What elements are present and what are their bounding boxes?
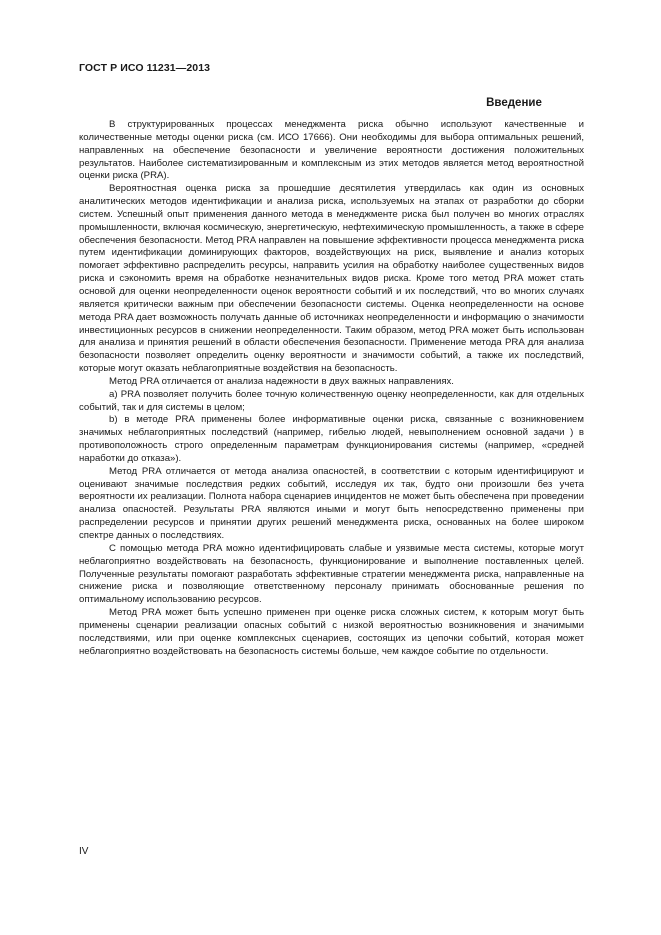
paragraph: В структурированных процессах менеджмента риска обычно используют качественные и количественные методы оценки риска (см. ИСО 17666). Они необходимы для выбора оптимальных решений, направленных на обеспечение безопасности и увеличение вероятности достижения положительных результатов. Наиболее систематизированным и комплексным из этих методов является метод вероятностной оценки риска (PRA). bbox=[79, 119, 584, 182]
document-header: ГОСТ Р ИСО 11231—2013 bbox=[79, 62, 211, 74]
document-body bbox=[79, 119, 584, 658]
list-item-b: b) в методе PRA применены более информативные оценки риска, связанные с возникновением значимых неблагоприятных последствий (например, гибелью людей, невыполнением основной задачи ) в противоположность строго определенным параметрам функционирования системы (например, «средней наработки до отказа»). bbox=[79, 414, 584, 464]
section-title: Введение bbox=[486, 97, 542, 109]
paragraph: Метод PRA отличается от анализа надежности в двух важных направлениях. bbox=[109, 375, 454, 387]
paragraph: Метод PRA может быть успешно применен при оценке риска сложных систем, к которым могут быть применены сценарии реализации опасных событий с низкой вероятностью возникновения и значимыми последствиями, или при оценке комплексных сценариев, состоящих из цепочки событий, которая может неблагоприятно воздействовать на безопасность системы больше, чем каждое событие по отдельности. bbox=[79, 607, 584, 657]
paragraph: Метод PRA отличается от метода анализа опасностей, в соответствии с которым идентифицируют и оценивают значимые последствия редких событий, исследуя их так, будто они произошли без учета вероятности их реализации. Полнота набора сценариев инцидентов не может быть обеспечена при проведении анализа опасностей. Результаты PRA являются иными и могут быть непосредственно применены при распределении ресурсов и принятии других решений менеджмента риска, основанных на более широком спектре данных о последствиях. bbox=[79, 465, 584, 541]
list-item-a: а) PRA позволяет получить более точную количественную оценку неопределенности, как для отдельных событий, так и для системы в целом; bbox=[79, 388, 584, 413]
section-title-wrapper bbox=[79, 93, 583, 111]
paragraph: С помощью метода PRA можно идентифицировать слабые и уязвимые места системы, которые могут неблагоприятно воздействовать на безопасность, функционирование и выполнение поставленных целей. Полученные результаты помогают разработать эффективные стратегии менеджмента риска, направленные на снижение риска и позволяющие ответственному персоналу принимать обоснованные решения по оптимальному использованию ресурсов. bbox=[79, 542, 584, 606]
page-number: IV bbox=[79, 846, 89, 857]
paragraph: Вероятностная оценка риска за прошедшие десятилетия утвердилась как один из основных аналитических методов идентификации и анализа риска, используемых на этапах от разработки до сборки систем. Успешный опыт применения данного метода в менеджменте риска был получен во многих отраслях промышленности, включая космическую, энергетическую, нефтехимическую промышленность, а также в сфере обеспечения безопасности. Метод PRA направлен на повышение эффективности процесса менеджмента риска путем идентификации доминирующих факторов, воздействующих на риск, выявление и анализ которых помогает эффективно распределить ресурсы, направить усилия на обработку наиболее существенных видов риска и сэкономить время на обработке незначительных видов риска. Кроме того метод PRA может стать основой для оценки неопределенности оценок вероятности событий и их последствий, что во многих случаях является критически важным при обеспечении безопасности системы. Оценка неопределенности на основе метода PRA дает возможность получать данные об источниках неопределенности и информацию о значимости инвестиционных ресурсов в снижении неопределенности. Таким образом, метод PRA может быть использован для анализа и принятия решений в области обеспечения безопасности. Применение метода PRA для анализа безопасности позволяет определить оценку вероятности и значимости событий, а также их последствий, которые могут оказать неблагоприятные воздействия на безопасность. bbox=[79, 183, 584, 375]
